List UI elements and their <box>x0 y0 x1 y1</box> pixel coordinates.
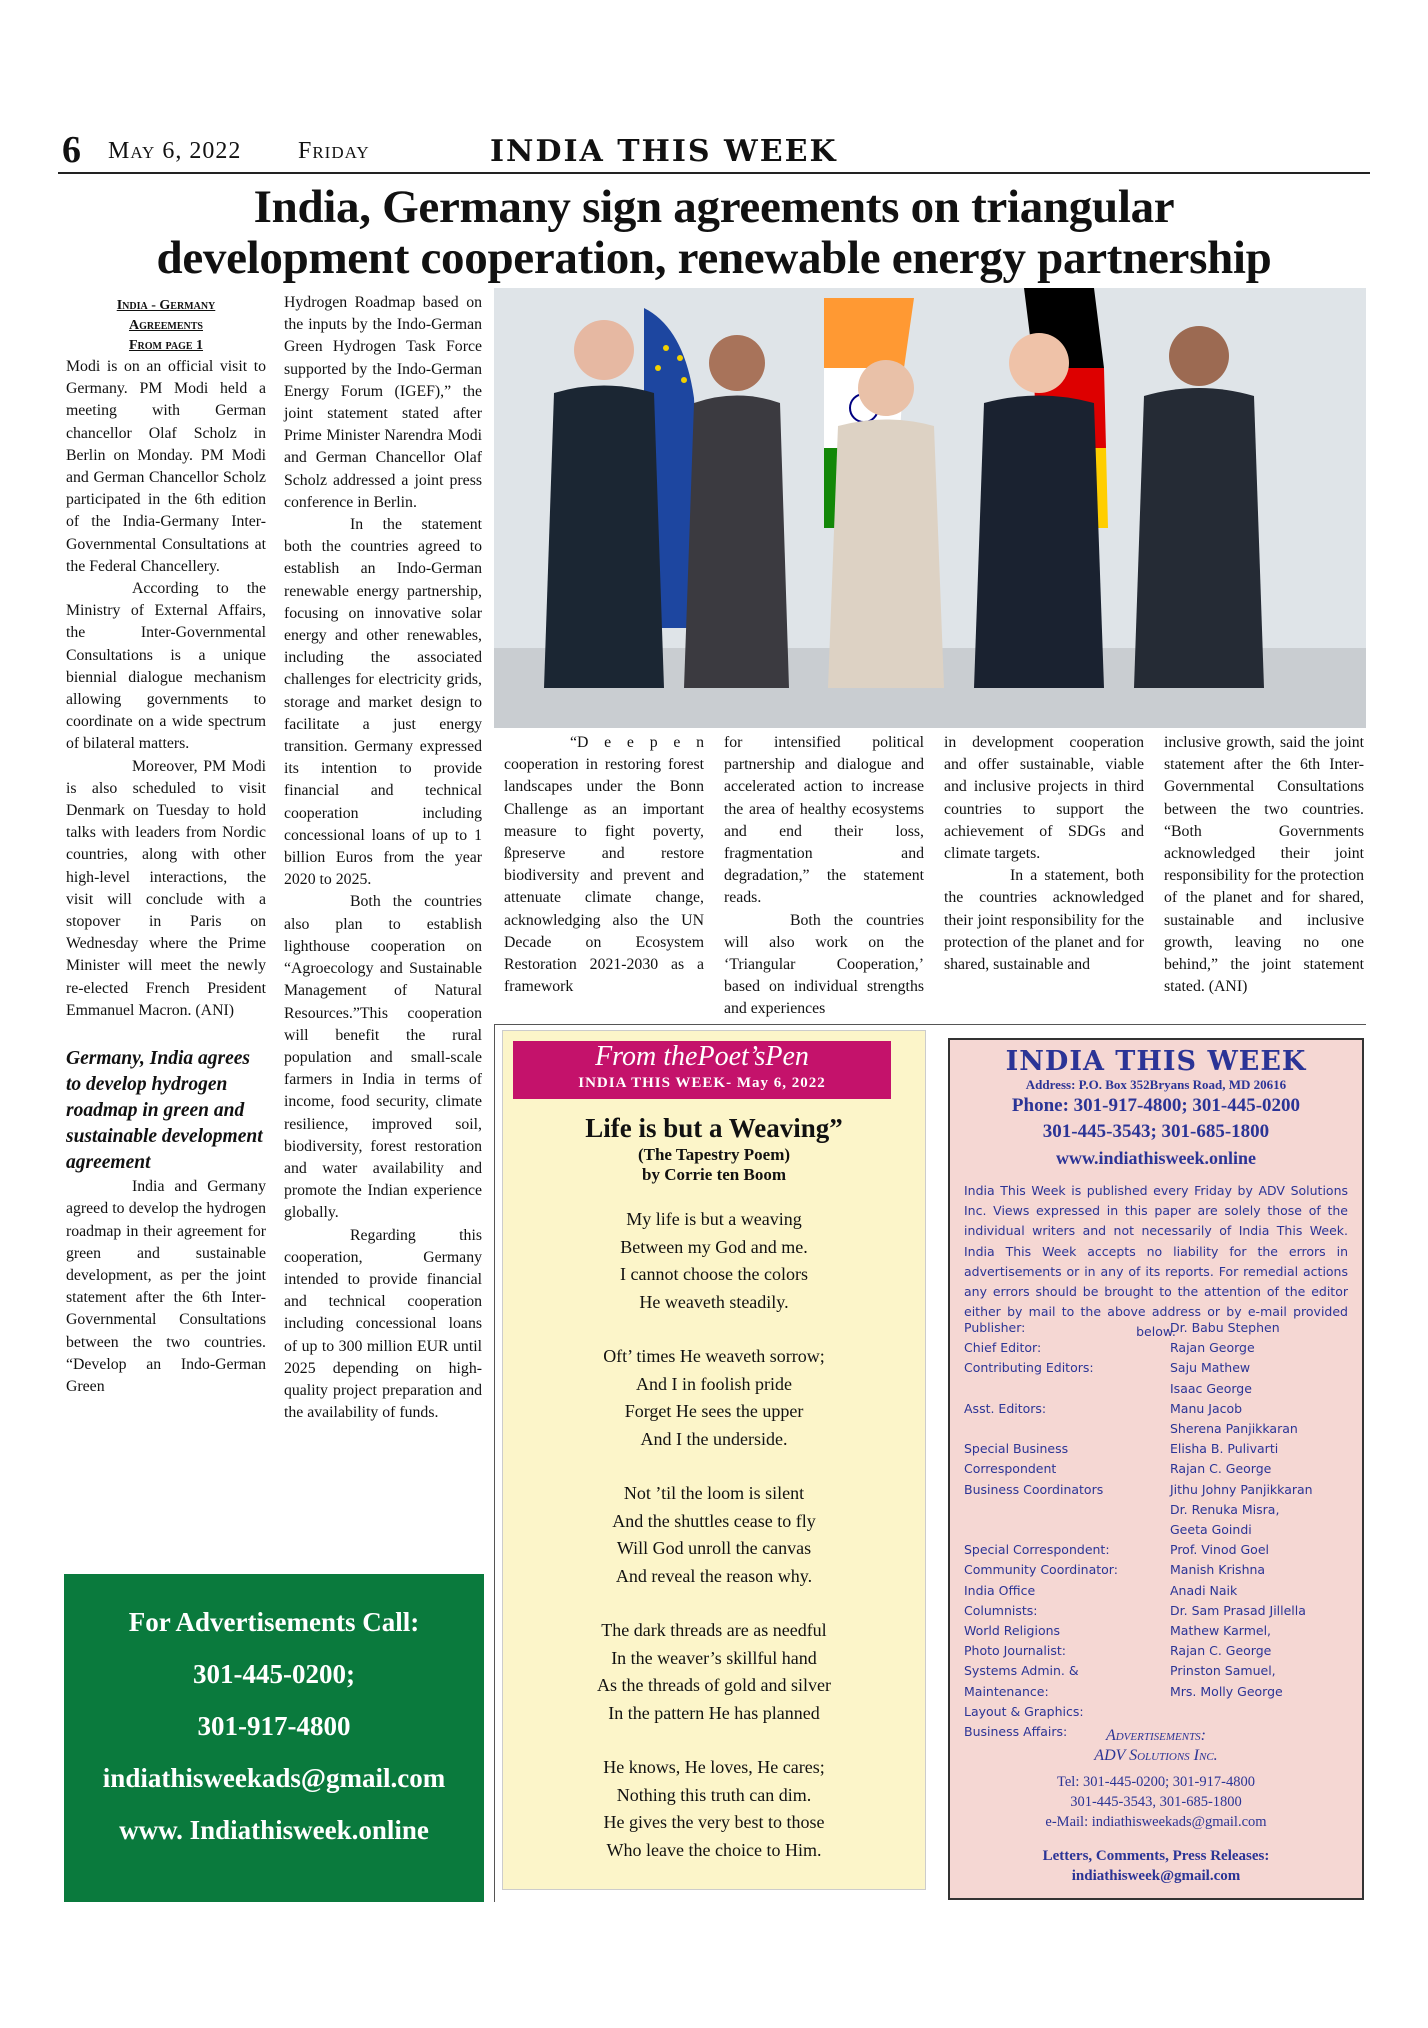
headline-line-2: development cooperation, renewable energy partnership <box>156 232 1272 284</box>
poem-banner-title: From thePoet’sPen <box>595 1041 809 1072</box>
article-column-5 <box>944 732 1144 976</box>
staff-name: Prinston Samuel, <box>1170 1663 1276 1679</box>
page-number: 6 <box>62 129 81 171</box>
publication-info-box <box>948 1038 1364 1900</box>
adv-email: e-Mail: indiathisweekads@gmail.com <box>1045 1814 1267 1830</box>
article-column-2 <box>284 292 482 1424</box>
poem-banner-subtitle: INDIA THIS WEEK- May 6, 2022 <box>578 1075 826 1091</box>
paragraph: “D e e p e n cooperation in restoring forest landscapes under the Bonn Challenge as an important measure to fight poverty, ßpreserve and restore biodiversity and prevent and attenuate climate change, acknowledging also the UN Decade on Ecosystem Restoration 2021-2030 as a framework <box>504 734 704 996</box>
photo-illustration <box>494 288 1366 728</box>
paragraph: Regarding this cooperation, Germany intended to provide financial and technical cooperation including concessional loans of up to 300 million EUR until 2025 depending on high-quality project preparation and the availability of funds. <box>284 1226 482 1422</box>
poem-line: He knows, He loves, He cares; <box>603 1757 825 1777</box>
advertisement-box <box>64 1574 484 1902</box>
masthead-rule <box>58 172 1370 174</box>
poem-body <box>503 1206 925 1891</box>
staff-name: Mrs. Molly George <box>1170 1683 1283 1699</box>
staff-role: Photo Journalist: <box>964 1643 1066 1659</box>
staff-role: Special Correspondent: <box>964 1542 1110 1558</box>
article-photo <box>494 288 1366 728</box>
poem-author: by Corrie ten Boom <box>641 1165 786 1184</box>
poem-line: As the threads of gold and silver <box>597 1675 831 1695</box>
poem-line: Oft’ times He weaveth sorrow; <box>603 1346 825 1366</box>
poem-line: Not ’til the loom is silent <box>623 1483 805 1503</box>
main-headline <box>60 182 1368 284</box>
staff-name: Dr. Sam Prasad Jillella <box>1170 1602 1306 1618</box>
paragraph: In the statement both the countries agreed to establish an Indo-German renewable energy partnership, focusing on innovative solar energy and other renewables, including the associated challenges for electricity grids, storage and market design to facilitate a just energy transition. Germany expressed its intention to provide financial and technical cooperation including concessional loans of up to 1 billion Euros from the year 2020 to 2025. <box>284 516 482 889</box>
poem-line: He gives the very best to those <box>603 1812 825 1832</box>
letters-heading: Letters, Comments, Press Releases: <box>1042 1848 1270 1864</box>
staff-name: Saju Mathew <box>1170 1360 1251 1376</box>
poem-line: Nothing this truth can dim. <box>616 1784 812 1805</box>
article-column-1 <box>66 296 266 1398</box>
info-disclaimer: India This Week is published every Friday by ADV Solutions Inc. Views expressed in this paper are solely those of the individual writers and not necessarily of India This Week. India This Week accepts no liability for the errors in advertisements or in any of its reports. For remedial actions any errors should be brought to the attention of the editor either by mail to the above address or by e-mail provided below. <box>964 1183 1348 1340</box>
staff-role <box>964 1500 1164 1520</box>
kicker <box>66 296 266 356</box>
info-paper-name: INDIA THIS WEEK <box>1005 1046 1307 1077</box>
staff-name: Dr. Babu Stephen <box>1170 1320 1280 1335</box>
paragraph: for intensified political partnership and dialogue and accelerated action to increase the area of healthy ecosystems and end their loss, fragmentation and degradation,” the statement reads. <box>724 734 924 907</box>
adv-tel-1: Tel: 301-445-0200; 301-917-4800 <box>1057 1774 1255 1790</box>
poem-line: He weaveth steadily. <box>639 1291 789 1312</box>
poem-line: Will God unroll the canvas <box>616 1538 812 1558</box>
subheadline: Germany, India agrees to develop hydrogen roadmap in green and sustainable development agreement <box>66 1048 263 1174</box>
paragraph: In a statement, both the countries acknowledged their joint responsibility for the protection of the planet and for shared, sustainable and <box>944 867 1144 974</box>
poem-stanza <box>503 1480 925 1590</box>
paragraph: According to the Ministry of External Affairs, the Inter-Governmental Consultations is a unique biennial dialogue mechanism allowing governments to coordinate on a wide spectrum of bilateral matters. <box>66 580 266 753</box>
staff-name: Manish Krishna <box>1170 1562 1266 1578</box>
staff-name: Rajan George <box>1170 1340 1255 1356</box>
staff-role: Contributing Editors: <box>964 1360 1094 1376</box>
staff-role: Layout & Graphics: <box>964 1703 1084 1719</box>
poem-subtitle: (The Tapestry Poem) <box>637 1145 791 1164</box>
poem-stanza <box>503 1617 925 1727</box>
article-column-6 <box>1164 732 1364 998</box>
staff-name: Prof. Vinod Goel <box>1170 1542 1269 1558</box>
paper-name: INDIA THIS WEEK <box>490 134 838 169</box>
staff-role: India Office <box>964 1582 1036 1598</box>
issue-day: Friday <box>298 138 370 164</box>
staff-name: Sherena Panjikkaran <box>1170 1421 1298 1437</box>
poem-line: Forget He sees the upper <box>624 1401 804 1421</box>
paragraph: India and Germany agreed to develop the hydrogen roadmap in their agreement for green and sustainable development, as per the joint statement after the 6th Inter-Governmental Consultations between the two countries. “Develop an Indo-German Green <box>66 1178 266 1395</box>
poem-line: And I in foolish pride <box>636 1373 792 1394</box>
staff-name: Manu Jacob <box>1170 1400 1243 1416</box>
paragraph: Both the countries will also work on the ‘Triangular Cooperation,’ based on individual strengths and experiences <box>724 911 924 1018</box>
adv-heading: Advertisements: <box>1105 1727 1207 1744</box>
ad-phone-1: 301-445-0200; <box>193 1659 355 1689</box>
kicker-line-1: India - Germany <box>116 298 216 313</box>
staff-name: Dr. Renuka Misra, <box>1170 1501 1280 1517</box>
staff-role <box>964 1419 1164 1439</box>
poem-line: Who leave the choice to Him. <box>606 1839 822 1860</box>
adv-tel-2: 301-445-3543, 301-685-1800 <box>1070 1794 1242 1810</box>
poem-stanza <box>503 1206 925 1316</box>
staff-role: Business Affairs: <box>964 1724 1068 1739</box>
staff-role: Columnists: <box>964 1602 1038 1618</box>
poem-line: In the pattern He has planned <box>608 1702 820 1723</box>
paragraph: Modi is on an official visit to Germany. PM Modi held a meeting with German chancellor Olaf Scholz in Berlin on Monday. PM Modi and German Chancellor Scholz participated in the 6th edition of the India-Germany Inter-Governmental Consultations at the Federal Chancellery. <box>66 358 266 575</box>
ad-website: www. Indiathisweek.online <box>119 1815 429 1845</box>
poem-line: And the shuttles cease to fly <box>612 1510 816 1531</box>
paragraph: Hydrogen Roadmap based on the inputs by the Indo-German Green Hydrogen Task Force supported by the Indo-German Energy Forum (IGEF),” the joint statement stated after Prime Minister Narendra Modi and German Chancellor Olaf Scholz addressed a joint press conference in Berlin. <box>284 294 482 511</box>
staff-role: Business Coordinators <box>964 1481 1104 1497</box>
issue-date: May 6, 2022 <box>108 138 242 164</box>
ad-email: indiathisweekads@gmail.com <box>102 1763 446 1793</box>
poem-banner <box>513 1041 891 1099</box>
poem-line: I cannot choose the colors <box>620 1264 808 1284</box>
paragraph: Moreover, PM Modi is also scheduled to visit Denmark on Tuesday to hold talks with leaders from Nordic countries, along with other high-level interactions, the visit will conclude with a stopover in Paris on Wednesday where the Prime Minister will meet the newly re-elected French President Emmanuel Macron. (ANI) <box>66 757 266 1019</box>
staff-role: Community Coordinator: <box>964 1562 1118 1578</box>
paragraph: inclusive growth, said the joint statement after the 6th Inter-Governmental Consultations between the two countries. “Both Governments acknowledged their joint responsibility for the protection of the planet and for shared, sustainable and inclusive growth, leaving no one behind,” the joint statement stated. (ANI) <box>1164 734 1364 996</box>
poem-line: In the weaver’s skillful hand <box>611 1647 817 1668</box>
poem-box <box>502 1030 926 1890</box>
section-divider <box>494 1024 1366 1025</box>
headline-line-1: India, Germany sign agreements on triangular <box>253 181 1175 233</box>
poem-stanza <box>503 1754 925 1864</box>
info-phone-2: 301-445-3543; 301-685-1800 <box>1042 1121 1270 1142</box>
ad-heading: For Advertisements Call: <box>128 1607 420 1637</box>
staff-role <box>964 1379 1164 1399</box>
poem-title: Life is but a Weaving” <box>585 1113 843 1143</box>
staff-name: Mathew Karmel, <box>1170 1623 1272 1639</box>
poem-stanza <box>503 1343 925 1453</box>
adv-company: ADV Solutions Inc. <box>1094 1747 1218 1764</box>
paragraph: Both the countries also plan to establish lighthouse cooperation on “Agroecology and Sustainable Management of Natural Resources.”This cooperation will benefit the rural population and small-scale farmers in India in terms of income, food security, climate resilience, improved soil, biodiversity, forest restoration and water availability and promote the Indian experience globally. <box>284 893 482 1222</box>
letters-email: indiathisweek@gmail.com <box>1071 1868 1241 1884</box>
paragraph: in development cooperation and offer sustainable, viable and inclusive projects in third countries to support the achievement of SDGs and climate targets. <box>944 734 1144 863</box>
staff-name: Jithu Johny Panjikkaran <box>1170 1481 1313 1497</box>
info-address: Address: P.O. Box 352Bryans Road, MD 20616 <box>1025 1077 1287 1092</box>
info-phone-1: Phone: 301-917-4800; 301-445-0200 <box>1011 1095 1301 1116</box>
staff-names <box>1170 1318 1360 1702</box>
info-website: www.indiathisweek.online <box>1055 1148 1257 1168</box>
staff-name: Rajan C. George <box>1170 1643 1272 1659</box>
poem-line: And reveal the reason why. <box>615 1565 813 1586</box>
staff-roles <box>964 1318 1164 1742</box>
poem-line: The dark threads are as needful <box>601 1620 827 1640</box>
staff-role: Chief Editor: <box>964 1340 1042 1356</box>
section-divider-vertical <box>494 1024 495 1902</box>
staff-name: Geeta Goindi <box>1170 1522 1252 1538</box>
staff-role: World Religions <box>964 1622 1061 1638</box>
article-column-3 <box>504 732 704 998</box>
article-column-4 <box>724 732 924 1021</box>
staff-role <box>964 1520 1164 1540</box>
kicker-line-3: From page 1 <box>128 338 204 353</box>
ad-phone-2: 301-917-4800 <box>197 1711 351 1741</box>
staff-name: Elisha B. Pulivarti <box>1170 1441 1279 1457</box>
staff-role: Special Business Correspondent <box>964 1441 1069 1477</box>
staff-role: Publisher: <box>964 1320 1026 1335</box>
poem-line: My life is but a weaving <box>626 1209 802 1229</box>
staff-name: Anadi Naik <box>1170 1582 1238 1598</box>
staff-name: Isaac George <box>1170 1380 1252 1396</box>
poem-line: Between my God and me. <box>620 1236 808 1257</box>
poem-line: And I the underside. <box>640 1428 788 1449</box>
staff-role: Asst. Editors: <box>964 1400 1047 1416</box>
kicker-line-2: Agreements <box>128 318 203 333</box>
staff-name: Rajan C. George <box>1170 1461 1272 1477</box>
staff-role: Systems Admin. & Maintenance: <box>964 1663 1079 1699</box>
